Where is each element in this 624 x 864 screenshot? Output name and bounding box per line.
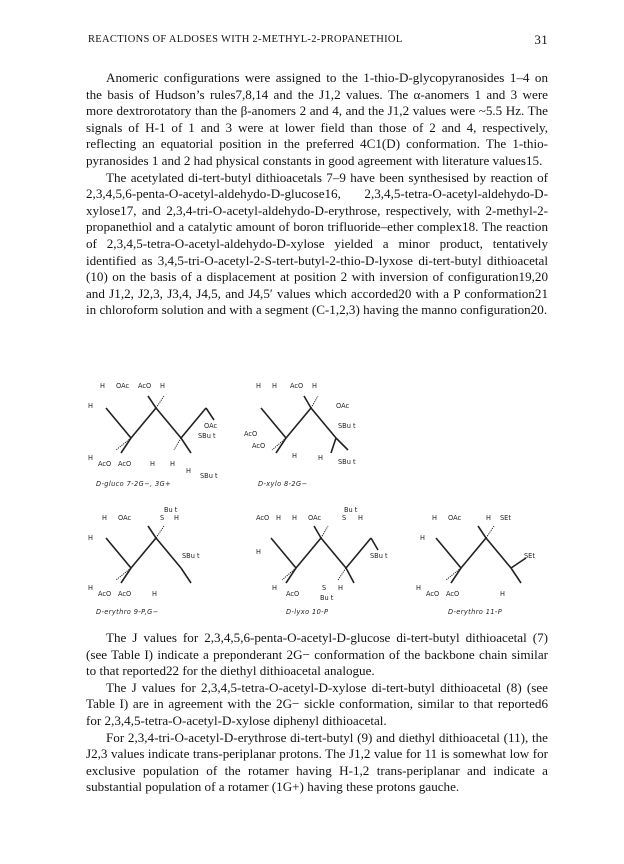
s1-label-h5: H bbox=[150, 460, 155, 468]
s1-label-h3: H bbox=[88, 402, 93, 410]
paragraph-erythrose-j: For 2,3,4-tri-O-acetyl-D-erythrose di-tert-butyl (9) and diethyl dithioacetal (11), the J2,3 values indicate trans-periplanar protons. The J1,2 value for 11 is somewhat low for exclusive population of the rotamer having H-1,2 trans-periplanar and indicate a substantial population of a rotamer (1G+) having these protons gauche. bbox=[86, 729, 548, 795]
structure-erythro-11 bbox=[416, 514, 535, 616]
s2-label-aco1: AcO bbox=[290, 382, 304, 390]
s4-label-aco1: AcO bbox=[256, 514, 270, 522]
s3-label-aco1: AcO bbox=[98, 590, 112, 598]
s1-label-aco1: AcO bbox=[138, 382, 152, 390]
s3-label-h2: H bbox=[174, 514, 179, 522]
paragraph-dithioacetals: The acetylated di-tert-butyl dithioacetals 7–9 have been synthesised by reaction of 2,3,4,5,6-penta-O-acetyl-aldehydo-D-glucose16, 2,3,4,5-tetra-O-acetyl-aldehydo-D-xylose17, and 2,3,4-tri-O-acetyl-aldehydo-D-erythrose, respectively, with 2-methyl-2-propanethiol and a catalytic amount of boron trifluoride–ether complex18. The reaction of 2,3,4,5-tetra-O-acetyl-aldehydo-D-xylose yielded a minor product, tentatively identified as 3,4,5-tri-O-acetyl-2-S-tert-butyl-2-thio-D-lyxose di-tert-butyl dithioacetal (10) on the basis of a displacement at position 2 with inversion of configuration19,20 and J1,2, J2,3, J3,4, J4,5, and J4,5′ values which accorded20 with a P conformation21 in chloroform solution and with a segment (C-1,2,3) having the manno configuration20. bbox=[86, 169, 548, 318]
s1-label-h1: H bbox=[100, 382, 105, 390]
s5-label-set1: SEt bbox=[500, 514, 511, 522]
s3-label-h1: H bbox=[102, 514, 107, 522]
s5-label-h2: H bbox=[486, 514, 491, 522]
paragraph-gluco-j: The J values for 2,3,4,5,6-penta-O-acetyl-D-glucose di-tert-butyl dithioacetal (7) (see Table I) indicate a preponderant 2G− conformation of the backbone chain similar to that reported22 for the diethyl dithioacetal analogue. bbox=[86, 630, 548, 679]
conformation-figure bbox=[86, 378, 548, 618]
s5-caption: D-erythro 11-P bbox=[448, 608, 503, 616]
s5-label-h4: H bbox=[416, 584, 421, 592]
s4-label-h2: H bbox=[292, 514, 297, 522]
s5-label-aco1: AcO bbox=[426, 590, 440, 598]
s4-label-h4: H bbox=[256, 548, 261, 556]
s3-label-h3: H bbox=[88, 534, 93, 542]
paragraph-anomeric: Anomeric configurations were assigned to the 1-thio-D-glycopyranosides 1–4 on the basis of Hudson’s rules7,8,14 and the J1,2 values. The α-anomers 1 and 3 were more dextrorotatory than the β-anomers 2 and 4, and the J1,2 values were ~5.5 Hz. The signals of H-1 of 1 and 3 were at lower field than those of 2 and 4, respectively, reflecting an equatorial position in the preferred 4C1(D) conformation. The 1-thio-pyranosides 1 and 2 had physical constants in good agreement with literature values15. bbox=[86, 70, 548, 168]
s4-label-but1: Bu t bbox=[344, 506, 358, 514]
s4-caption: D-lyxo 10-P bbox=[286, 608, 329, 616]
s4-label-aco2: AcO bbox=[286, 590, 300, 598]
s1-label-h2: H bbox=[160, 382, 165, 390]
s1-label-aco3: AcO bbox=[118, 460, 132, 468]
s3-label-h4: H bbox=[88, 584, 93, 592]
structure-xylo bbox=[244, 382, 356, 488]
s2-label-h2: H bbox=[272, 382, 277, 390]
running-header bbox=[88, 34, 548, 50]
structure-gluco bbox=[88, 382, 218, 488]
s1-label-aco2: AcO bbox=[98, 460, 112, 468]
body-text-bottom bbox=[86, 630, 548, 796]
s2-label-h4: H bbox=[292, 452, 297, 460]
s2-label-sbu1: SBu t bbox=[338, 422, 356, 430]
s4-label-h5: H bbox=[272, 584, 277, 592]
s1-label-sbu1: SBu t bbox=[198, 432, 216, 440]
s1-label-h6: H bbox=[170, 460, 175, 468]
s5-label-set2: SEt bbox=[524, 552, 535, 560]
paragraph-xylose-j: The J values for 2,3,4,5-tetra-O-acetyl-D-xylose di-tert-butyl dithioacetal (8) (see Table I) are in agreement with the 2G− sickle conformation, similar to that reported6 for 2,3,4,5-tetra-O-acetyl-D-xylose diphenyl dithioacetal. bbox=[86, 679, 548, 728]
s5-label-oac: OAc bbox=[448, 514, 462, 522]
running-title: REACTIONS OF ALDOSES WITH 2-METHYL-2-PROPANETHIOL bbox=[88, 34, 403, 45]
s1-label-oac2: OAc bbox=[204, 422, 218, 430]
s5-label-aco2: AcO bbox=[446, 590, 460, 598]
s1-label-h7: H bbox=[186, 467, 191, 475]
s5-label-h5: H bbox=[500, 590, 505, 598]
s1-caption: D-gluco 7-2G−, 3G+ bbox=[96, 480, 172, 488]
s2-label-h5: H bbox=[318, 454, 323, 462]
s2-label-h3: H bbox=[312, 382, 317, 390]
s4-label-h3: H bbox=[358, 514, 363, 522]
s2-label-aco2: AcO bbox=[244, 430, 258, 438]
s2-label-oac: OAc bbox=[336, 402, 350, 410]
s3-label-aco2: AcO bbox=[118, 590, 132, 598]
s4-label-oac: OAc bbox=[308, 514, 322, 522]
s2-label-aco3: AcO bbox=[252, 442, 266, 450]
page-number: 31 bbox=[534, 32, 548, 47]
structure-lyxo-10 bbox=[256, 506, 388, 616]
s3-label-h5: H bbox=[152, 590, 157, 598]
s3-caption: D-erythro 9-P,G− bbox=[96, 608, 159, 616]
s1-label-sbu2: SBu t bbox=[200, 472, 218, 480]
s4-label-s2: S bbox=[322, 584, 327, 592]
s3-label-sbu: SBu t bbox=[182, 552, 200, 560]
body-text-top bbox=[86, 70, 548, 319]
s4-label-h6: H bbox=[338, 584, 343, 592]
s2-label-h1: H bbox=[256, 382, 261, 390]
s3-label-oac: OAc bbox=[118, 514, 132, 522]
s3-label-s: S bbox=[160, 514, 165, 522]
s2-label-sbu2: SBu t bbox=[338, 458, 356, 466]
s4-label-sbu: SBu t bbox=[370, 552, 388, 560]
s2-caption: D-xylo 8-2G− bbox=[258, 480, 308, 488]
s5-label-h3: H bbox=[420, 534, 425, 542]
s1-label-h4: H bbox=[88, 454, 93, 462]
s1-label-oac1: OAc bbox=[116, 382, 130, 390]
s4-label-but2: Bu t bbox=[320, 594, 334, 602]
s4-label-h1: H bbox=[276, 514, 281, 522]
s4-label-s1: S bbox=[342, 514, 347, 522]
structure-erythro-9 bbox=[88, 506, 200, 616]
s3-label-but: Bu t bbox=[164, 506, 178, 514]
s5-label-h1: H bbox=[432, 514, 437, 522]
